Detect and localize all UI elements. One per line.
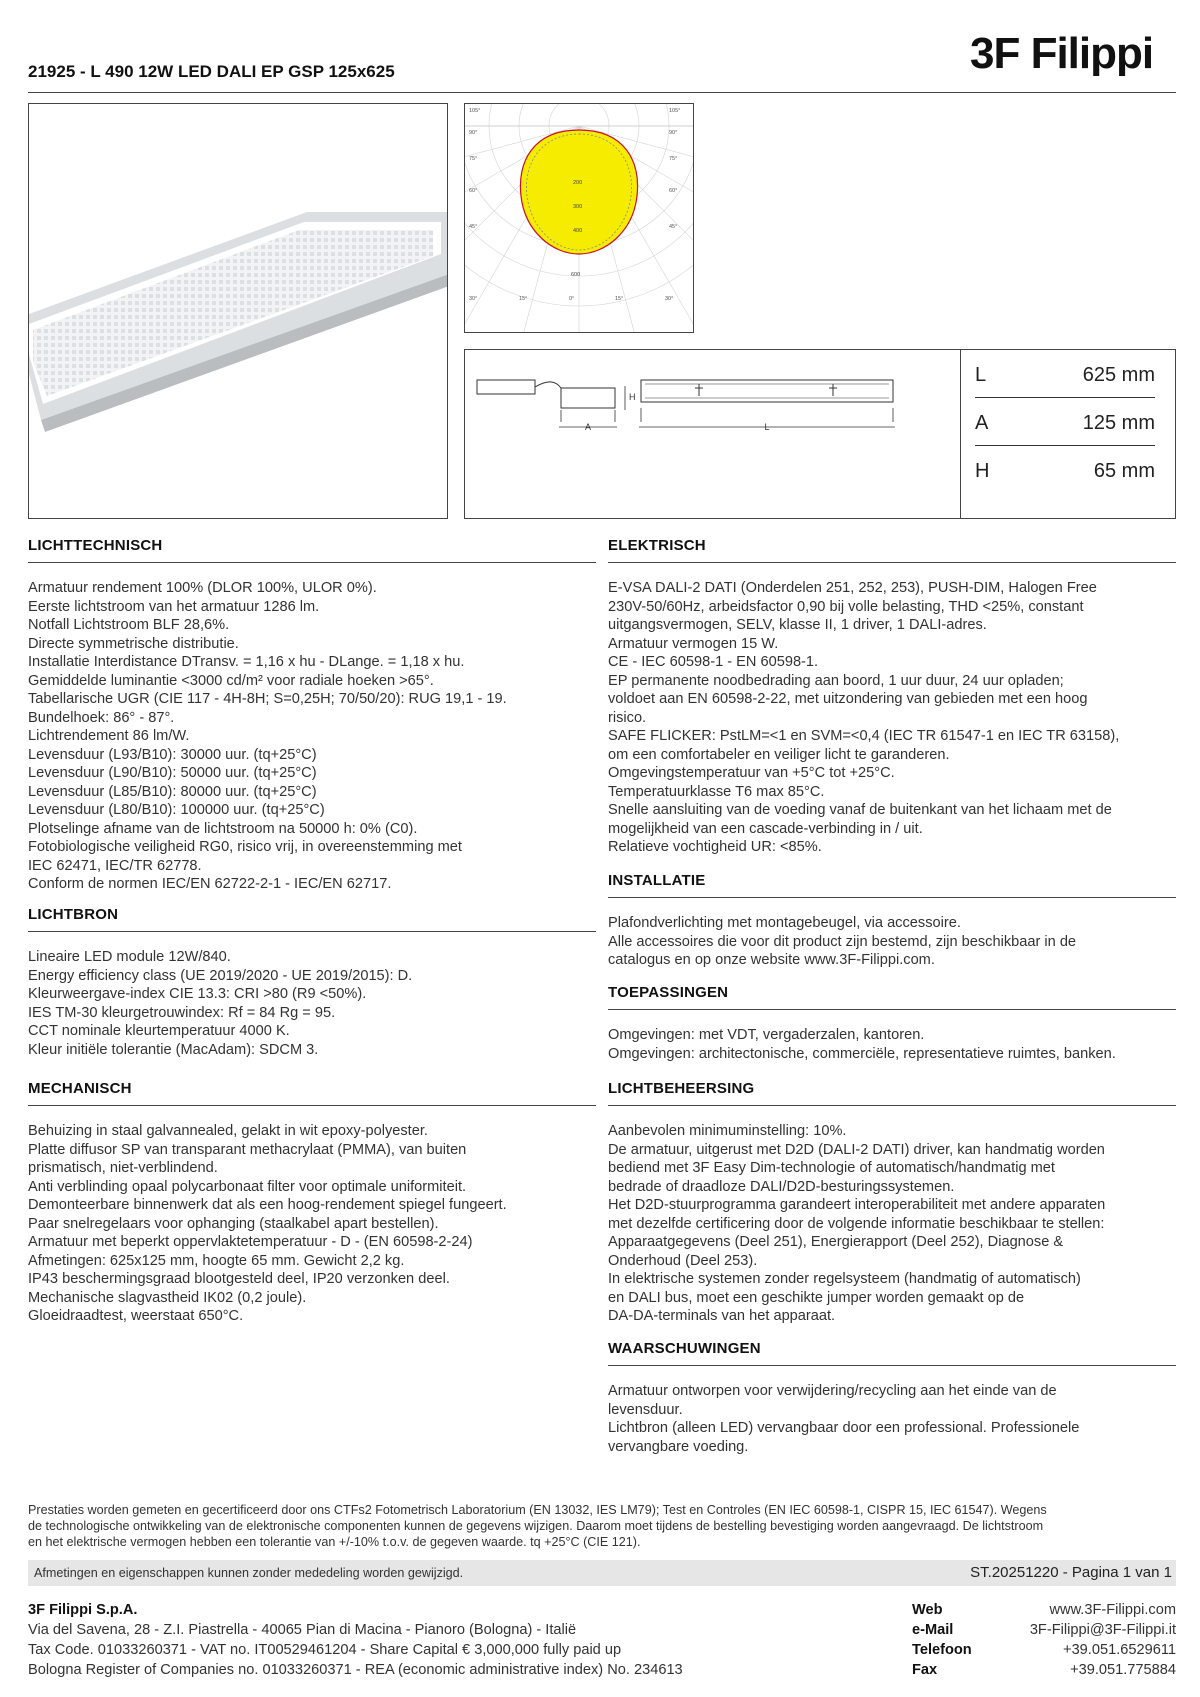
text-line: 230V-50/60Hz, arbeidsfactor 0,90 bij volle belasting, THD <25%, constant [608,598,1084,615]
text-line: levensduur. [608,1401,683,1418]
text-line: Eerste lichtstroom van het armatuur 1286 lm. [28,598,320,615]
polar-tick-label: 45° [469,224,478,230]
text-line: de technologische ontwikkeling van de elektronische componenten kunnen de gegevens wijzigen. Daarom moet tijdens de bestelling bevestiging worden aangevraagd. De lichtstroom [28,1519,1044,1533]
contact-row-web [912,1600,1176,1620]
dimension-row-l [975,350,1155,398]
text-line: IP43 beschermingsgraad blootgesteld deel, IP20 verzonken deel. [28,1271,450,1287]
text-line: Armatuur vermogen 15 W. [608,635,779,652]
text-line: In elektrische systemen zonder regelsysteem (handmatig of automatisch) [608,1271,1081,1287]
text-line: IES TM-30 kleurgetrouwindex: Rf = 84 Rg = 95. [28,1004,336,1021]
dimensions-table [961,350,1175,518]
text-line: Omgevingen: architectonische, commerciële, representatieve ruimtes, banken. [608,1045,1116,1062]
contact-key: Telefoon [912,1642,972,1658]
text-line: catalogus en op onze website www.3F-Filippi.com. [608,952,935,968]
company-info [28,1600,683,1680]
text-line: bediend met 3F Easy Dim-technologie of automatisch/handmatig met [608,1160,1055,1176]
text-line: Anti verblinding opaal polycarbonaat filter voor optimale uniformiteit. [28,1178,467,1195]
company-address: Via del Savena, 28 - Z.I. Piastrella - 40065 Pian di Macina - Pianoro (Bologna) - Italië [28,1622,577,1638]
text-line: met dezelfde certificering door de volgende informatie beschikbaar te stellen: [608,1215,1105,1232]
text-line: Armatuur ontworpen voor verwijdering/recycling aan het einde van de [608,1383,1057,1399]
polar-tick-label: 30° [665,296,674,302]
text-line: Directe symmetrische distributie. [28,635,239,652]
section-body [28,1122,596,1326]
email-link[interactable]: 3F-Filippi@3F-Filippi.it [1029,1622,1176,1638]
phone-value: +39.051.6529611 [1063,1642,1176,1658]
dimension-value: 125 mm [1082,412,1155,434]
section-body [608,579,1176,857]
text-line: CE - IEC 60598-1 - EN 60598-1. [608,654,819,670]
text-line: Armatuur rendement 100% (DLOR 100%, ULOR 0%). [28,580,377,596]
section-waarschuwingen [608,1340,1176,1456]
dimension-value: 65 mm [1093,460,1155,482]
text-line: Plafondverlichting met montagebeugel, via accessoire. [608,915,961,931]
text-line: Aanbevolen minimuminstelling: 10%. [608,1123,847,1139]
text-line: Energy efficiency class (UE 2019/2020 - UE 2019/2015): D. [28,967,413,984]
polar-tick-label: 45° [669,224,678,230]
polar-tick-label: 15° [519,296,528,302]
product-image [28,103,448,519]
light-distribution-curve [520,130,637,254]
dimension-row-h [975,446,1155,494]
text-line: Tabellarische UGR (CIE 117 - 4H-8H; S=0,25H; 70/50/20): RUG 19,1 - 19. [28,691,507,707]
text-line: CCT nominale kleurtemperatuur 4000 K. [28,1023,290,1039]
text-line: Notfall Lichtstroom BLF 28,6%. [28,617,230,633]
text-line: Plotselinge afname van de lichtstroom na 50000 h: 0% (C0). [28,820,418,837]
fax-value: +39.051.775884 [1070,1662,1176,1678]
text-line: Lineaire LED module 12W/840. [28,949,231,965]
text-line: vervangbare voeding. [608,1438,749,1455]
section-lichtbeheersing [608,1080,1176,1326]
text-line: Bundelhoek: 86° - 87°. [28,709,175,726]
section-body [608,914,1176,970]
text-line: Alle accessoires die voor dit product zijn bestemd, zijn beschikbaar in de [608,933,1077,950]
text-line: en het elektrische vermogen hebben een tolerantie van +/-10% t.o.v. de gegeven waarde. tq +25°C (CIE 121). [28,1535,641,1549]
dimension-key: A [975,412,989,434]
section-title: LICHTBEHEERSING [608,1080,1176,1106]
section-lichtbron [28,906,596,1059]
text-line: Conform de normen IEC/EN 62722-2-1 - IEC/EN 62717. [28,876,392,892]
text-line: E-VSA DALI-2 DATI (Onderdelen 251, 252, 253), PUSH-DIM, Halogen Free [608,580,1097,596]
text-line: Demonteerbare binnenwerk dat als een hoog-rendement spiegel fungeert. [28,1197,507,1213]
text-line: mogelijkheid van een cascade-verbinding in / uit. [608,820,923,837]
polar-radial-label: 400 [573,228,583,234]
text-line: Relatieve vochtigheid UR: <85%. [608,839,822,855]
section-title: MECHANISCH [28,1080,596,1106]
text-line: Levensduur (L85/B10): 80000 uur. (tq+25°C) [28,783,317,800]
text-line: EP permanente noodbedrading aan boord, 1 uur duur, 24 uur opladen; [608,672,1064,689]
photometric-polar-diagram [464,103,694,333]
dim-label-h: H [629,392,636,402]
company-name: 3F Filippi S.p.A. [28,1602,138,1618]
text-line: Levensduur (L80/B10): 100000 uur. (tq+25°C) [28,802,325,818]
text-line: Levensduur (L93/B10): 30000 uur. (tq+25°C) [28,746,317,763]
company-tax: Tax Code. 01033260371 - VAT no. IT00529461204 - Share Capital € 3,000,000 fully paid up [28,1642,622,1658]
section-toepassingen [608,984,1176,1063]
contact-info [912,1600,1176,1680]
section-title: INSTALLATIE [608,872,1176,898]
header-divider [28,92,1176,93]
dimension-value: 625 mm [1082,364,1155,386]
dimensions-panel [464,349,1176,519]
text-line: prismatisch, niet-verblindend. [28,1160,218,1176]
section-body [28,579,596,894]
dimension-key: L [975,364,987,386]
section-title: LICHTTECHNISCH [28,537,596,563]
text-line: uitgangsvermogen, SELV, klasse II, 1 driver, 1 DALI-adres. [608,617,987,633]
text-line: De armatuur, uitgerust met D2D (DALI-2 DATI) driver, kan handmatig worden [608,1141,1105,1158]
polar-tick-label: 75° [669,156,678,162]
section-body [608,1382,1176,1456]
text-line: Omgevingstemperatuur van +5°C tot +25°C. [608,765,895,781]
contact-row-email [912,1620,1176,1640]
legal-footnote [28,1502,1176,1550]
text-line: voldoet aan EN 60598-2-22, met uitzondering van gebieden met een hoog [608,691,1088,707]
section-elektrisch [608,537,1176,857]
section-body [608,1122,1176,1326]
polar-tick-label: 90° [469,130,478,136]
text-line: Het D2D-stuurprogramma garandeert interoperabiliteit met andere apparaten [608,1197,1106,1213]
text-line: Afmetingen: 625x125 mm, hoogte 65 mm. Gewicht 2,2 kg. [28,1252,405,1269]
section-title: LICHTBRON [28,906,596,932]
web-link[interactable]: www.3F-Filippi.com [1049,1602,1176,1618]
polar-tick-label: 75° [469,156,478,162]
dim-label-l: L [764,422,770,432]
text-line: en DALI bus, moet een geschikte jumper worden gemaakt op de [608,1289,1025,1306]
section-title: ELEKTRISCH [608,537,1176,563]
contact-key: Fax [912,1662,938,1678]
contact-row-fax [912,1660,1176,1680]
notice-bar [28,1560,1176,1586]
text-line: bedrade of draadloze DALI/D2D-besturingssystemen. [608,1178,955,1195]
text-line: DA-DA-terminals van het apparaat. [608,1308,836,1324]
text-line: Paar snelregelaars voor ophanging (staalkabel apart bestellen). [28,1215,439,1232]
text-line: Gemiddelde luminantie <3000 cd/m² voor radiale hoeken >65°. [28,672,434,689]
page-number: ST.20251220 - Pagina 1 van 1 [970,1564,1172,1581]
polar-radial-label: 200 [573,180,583,186]
text-line: Lichtbron (alleen LED) vervangbaar door een professional. Professionele [608,1420,1080,1436]
text-line: Installatie Interdistance DTransv. = 1,16 x hu - DLange. = 1,18 x hu. [28,654,465,670]
text-line: Snelle aansluiting van de voeding vanaf de buitenkant van het lichaam met de [608,802,1112,818]
text-line: Omgevingen: met VDT, vergaderzalen, kantoren. [608,1027,925,1043]
text-line: om een comfortabeler en veiliger licht te garanderen. [608,746,950,763]
section-body [28,948,596,1059]
section-installatie [608,872,1176,970]
contact-row-phone [912,1640,1176,1660]
contact-key: e-Mail [912,1622,954,1638]
dimension-row-a [975,398,1155,446]
document-title: 21925 - L 490 12W LED DALI EP GSP 125x625 [28,62,395,81]
text-line: Apparaatgegevens (Deel 251), Energierapport (Deel 252), Diagnose & [608,1234,1064,1250]
contact-key: Web [912,1602,943,1618]
text-line: risico. [608,709,647,726]
text-line: Behuizing in staal galvannealed, gelakt in wit epoxy-polyester. [28,1123,428,1139]
dimension-key: H [975,460,990,482]
polar-radial-label: 300 [573,204,583,210]
text-line: Levensduur (L90/B10): 50000 uur. (tq+25°C) [28,765,317,781]
text-line: Lichtrendement 86 lm/W. [28,728,190,744]
text-line: SAFE FLICKER: PstLM=<1 en SVM=<0,4 (IEC TR 61547-1 en IEC TR 63158), [608,728,1120,744]
text-line: Fotobiologische veiligheid RG0, risico vrij, in overeenstemming met [28,839,462,855]
section-body [608,1026,1176,1063]
section-mechanisch [28,1080,596,1326]
polar-tick-label: 90° [669,130,678,136]
text-line: IEC 62471, IEC/TR 62778. [28,857,202,874]
section-lichttechnisch [28,537,596,894]
section-title: TOEPASSINGEN [608,984,1176,1010]
polar-tick-label: 0° [569,296,575,302]
text-line: Armatuur met beperkt oppervlaktetemperatuur - D - (EN 60598-2-24) [28,1234,473,1250]
text-line: Mechanische slagvastheid IK02 (0,2 joule). [28,1289,307,1306]
polar-tick-label: 30° [469,296,478,302]
company-register: Bologna Register of Companies no. 01033260371 - REA (economic administrative index) No. 234613 [28,1662,683,1678]
polar-tick-label: 15° [615,296,624,302]
text-line: Kleur initiële tolerantie (MacAdam): SDCM 3. [28,1041,319,1058]
change-notice: Afmetingen en eigenschappen kunnen zonder mededeling worden gewijzigd. [34,1566,464,1580]
polar-tick-label: 60° [469,188,478,194]
text-line: Onderhoud (Deel 253). [608,1252,758,1269]
polar-tick-label: 60° [669,188,678,194]
text-line: Platte diffusor SP van transparant methacrylaat (PMMA), van buiten [28,1141,467,1158]
text-line: Temperatuurklasse T6 max 85°C. [608,783,825,800]
text-line: Gloeidraadtest, weerstaat 650°C. [28,1308,244,1324]
polar-radial-label: 600 [571,272,581,278]
dim-label-a: A [584,422,592,432]
section-title: WAARSCHUWINGEN [608,1340,1176,1366]
brand-logo [970,24,1175,76]
text-line: Kleurweergave-index CIE 13.3: CRI >80 (R9 <50%). [28,986,367,1002]
logo-text: 3F Filippi [970,29,1154,76]
polar-tick-label: 105° [469,108,481,114]
polar-tick-label: 105° [669,108,681,114]
dimension-drawing [465,350,961,518]
text-line: Prestaties worden gemeten en gecertificeerd door ons CTFs2 Fotometrisch Laboratorium (EN 13032, IES LM79); Test en Controles (EN IEC 60598-1, CISPR 15, IEC 61547). Wegens [28,1503,1047,1517]
